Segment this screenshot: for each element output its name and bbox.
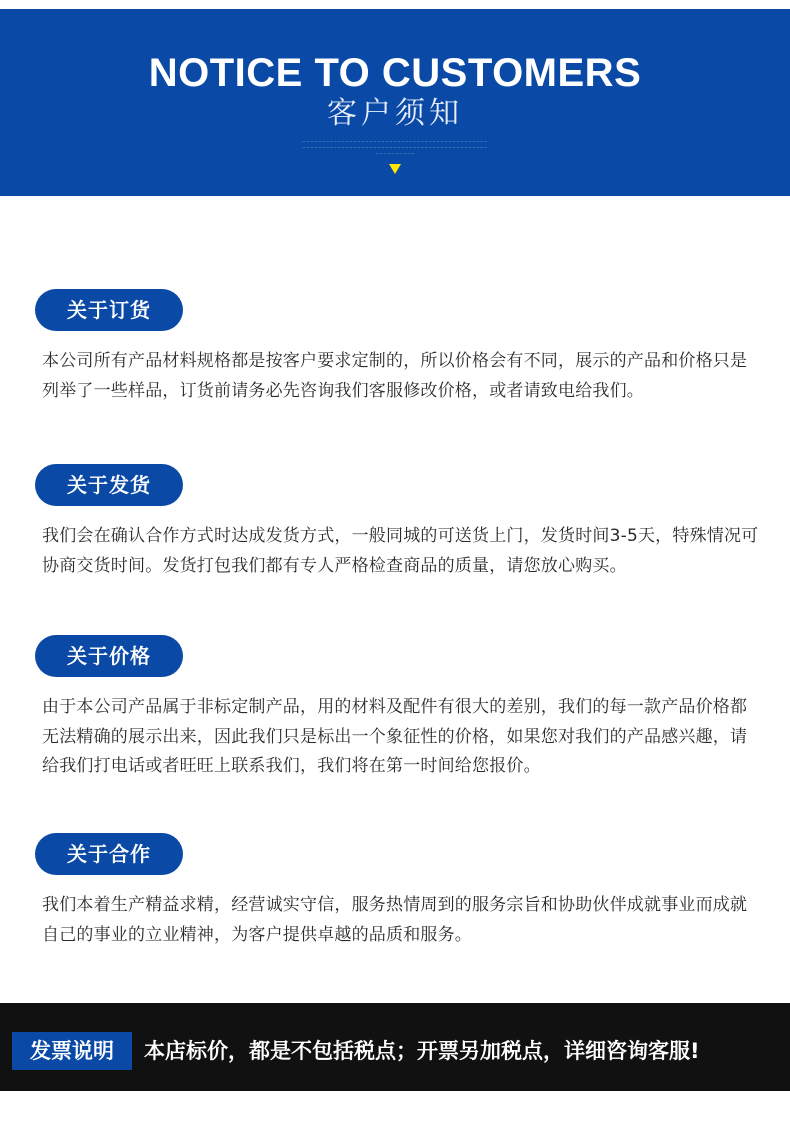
header-decorative-text: ~~~~~~~~~~~~~~~~~~~~~~~~~~~~~~~~~~~~~~~~~~~~~~~ ~~~~~~~~~~~~~~~~~~~~~~~~~~~~~~~~~~~~~~~~~~~~~~~ ~~~~~~~~~~ (302, 139, 488, 156)
triangle-down-icon (389, 164, 401, 174)
section-body-shipping: 我们会在确认合作方式时达成发货方式，一般同城的可送货上门，发货时间3-5天，特殊情况可协商交货时间。发货打包我们都有专人严格检查商品的质量，请您放心购买。 (42, 526, 759, 576)
section-title-ordering: 关于订货 (35, 289, 183, 331)
footer-bar (0, 1003, 790, 1091)
invoice-notice: 本店标价，都是不包括税点；开票另加税点，详细咨询客服! (144, 1039, 700, 1063)
header-title-en: NOTICE TO CUSTOMERS (148, 51, 642, 95)
header-banner (0, 9, 790, 196)
section-title-cooperation: 关于合作 (35, 833, 183, 875)
section-body-price: 由于本公司产品属于非标定制产品，用的材料及配件有很大的差别，我们的每一款产品价格都无法精确的展示出来，因此我们只是标出一个象征性的价格，如果您对我们的产品感兴趣，请给我们打电话或者旺旺上联系我们，我们将在第一时间给您报价。 (42, 697, 748, 776)
header-title-cn: 客户须知 (327, 96, 463, 131)
invoice-label: 发票说明 (12, 1032, 132, 1070)
section-body-ordering: 本公司所有产品材料规格都是按客户要求定制的，所以价格会有不同，展示的产品和价格只是列举了一些样品，订货前请务必先咨询我们客服修改价格，或者请致电给我们。 (42, 351, 748, 401)
section-title-shipping: 关于发货 (35, 464, 183, 506)
section-body-cooperation: 我们本着生产精益求精，经营诚实守信，服务热情周到的服务宗旨和协助伙伴成就事业而成就自己的事业的立业精神，为客户提供卓越的品质和服务。 (42, 895, 748, 945)
section-title-price: 关于价格 (35, 635, 183, 677)
